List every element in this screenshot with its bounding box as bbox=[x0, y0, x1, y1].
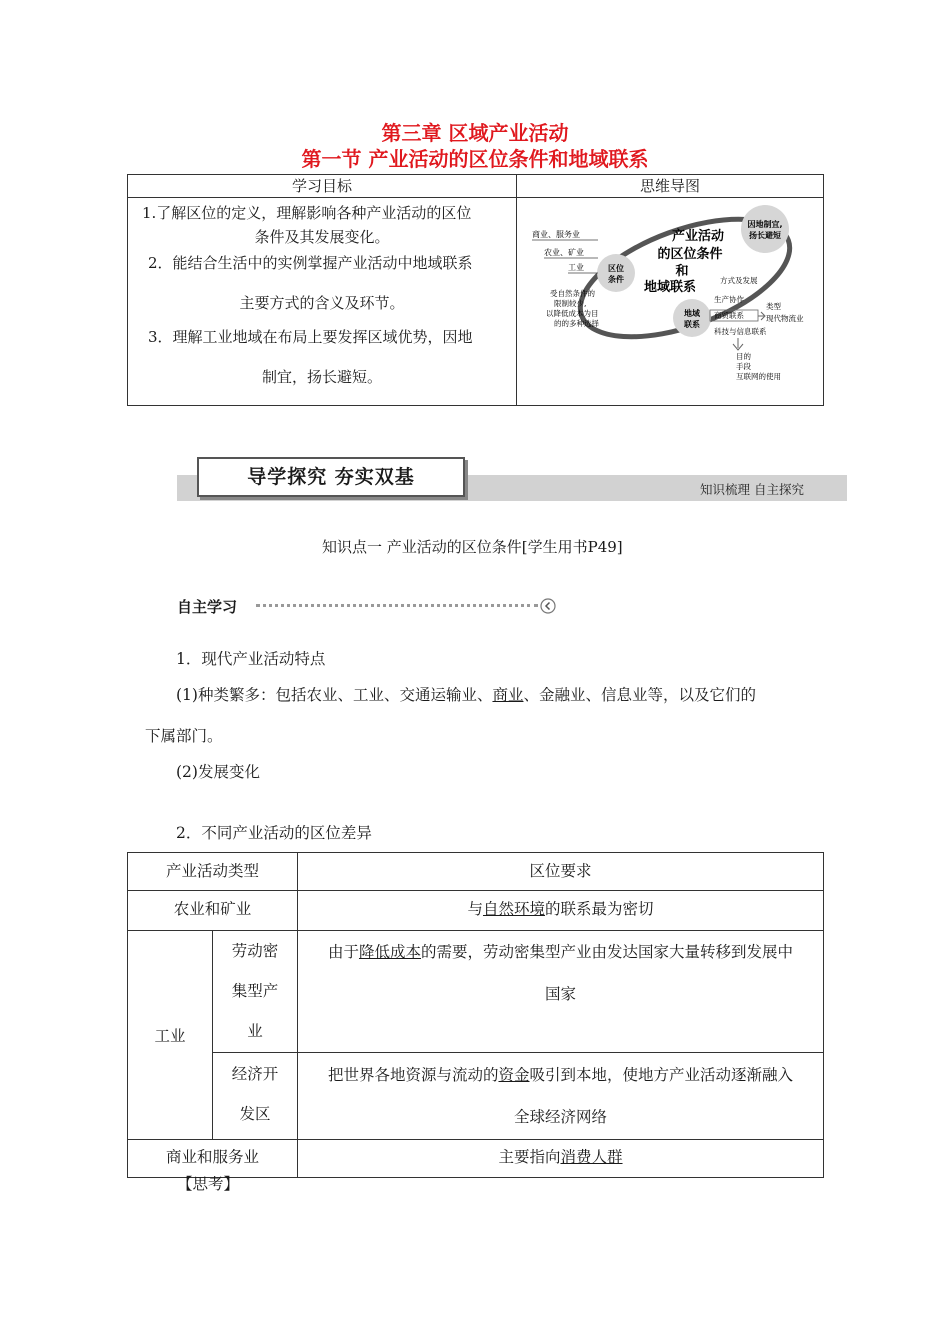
table-cell bbox=[298, 891, 824, 931]
self-study-heading: 自主学习 bbox=[177, 598, 238, 616]
mindmap-label: 联系 bbox=[684, 320, 700, 329]
cell-line: 业 bbox=[247, 1022, 263, 1040]
text-span: 的需要，劳动密集型产业由发达国家大量转移到发展中 bbox=[421, 943, 794, 961]
mindmap-center-text: 地域联系 bbox=[643, 280, 697, 295]
cell-line: 经济开 bbox=[231, 1065, 279, 1083]
banner-title: 导学探究 夯实双基 bbox=[197, 457, 465, 497]
mindmap-center-text: 的区位条件 bbox=[657, 247, 723, 262]
underlined-answer: 自然环境 bbox=[482, 900, 545, 918]
underlined-answer: 降低成本 bbox=[358, 943, 421, 961]
text-span: 主要指向 bbox=[498, 1148, 561, 1166]
goals-cell bbox=[128, 198, 517, 406]
item-1-1 bbox=[176, 683, 756, 705]
arrow-icon bbox=[758, 312, 765, 320]
item-2: 2．不同产业活动的区位差异 bbox=[176, 824, 372, 842]
col-header-mindmap: 思维导图 bbox=[517, 175, 824, 198]
banner-subtitle: 知识梳理 自主探究 bbox=[700, 482, 804, 497]
goal-line: 2．能结合生活中的实例掌握产业活动中地域联系 bbox=[148, 254, 473, 272]
cell-line: 集型产 bbox=[231, 982, 279, 1000]
mindmap-label: 类型 bbox=[766, 302, 781, 311]
section-title: 第一节 产业活动的区位条件和地域联系 bbox=[301, 147, 649, 171]
mindmap-label: 科技与信息联系 bbox=[714, 327, 767, 336]
mindmap-label: 的的多种选择 bbox=[554, 319, 599, 328]
dotted-divider bbox=[256, 604, 538, 607]
goal-line: 1.了解区位的定义，理解影响各种产业活动的区位 bbox=[142, 204, 472, 222]
location-diff-table bbox=[127, 852, 824, 1178]
text-span: 的联系最为密切 bbox=[545, 900, 654, 918]
underlined-answer: 消费人群 bbox=[560, 1148, 623, 1166]
mindmap-node-linkage bbox=[673, 299, 711, 337]
goal-line: 条件及其发展变化。 bbox=[254, 228, 390, 246]
mindmap-label: 条件 bbox=[608, 275, 624, 284]
table-cell bbox=[213, 1053, 298, 1140]
text-span: 把世界各地资源与流动的 bbox=[327, 1066, 499, 1084]
mindmap-node-location bbox=[597, 254, 635, 292]
mindmap-label: 地域 bbox=[684, 309, 700, 318]
underlined-answer: 商业 bbox=[492, 686, 524, 704]
mindmap-label: 扬长避短 bbox=[749, 231, 781, 240]
mindmap-label: 生产协作 bbox=[714, 295, 744, 304]
chevron-left-icon bbox=[539, 597, 557, 615]
table-cell bbox=[298, 1053, 824, 1140]
mindmap-label: 因地制宜, bbox=[747, 220, 783, 229]
think-label: 【思考】 bbox=[177, 1175, 240, 1193]
mindmap-label: 区位 bbox=[608, 264, 624, 273]
item-1: 1．现代产业活动特点 bbox=[176, 650, 326, 668]
mindmap-center-text: 产业活动 bbox=[671, 229, 725, 244]
col-header-goals: 学习目标 bbox=[128, 175, 517, 198]
goal-line: 制宜，扬长避短。 bbox=[261, 368, 382, 386]
mindmap-label: 现代物流业 bbox=[766, 314, 804, 323]
cell-line bbox=[299, 931, 822, 973]
goal-line: 主要方式的含义及环节。 bbox=[239, 294, 405, 312]
table-cell: 农业和矿业 bbox=[128, 891, 298, 931]
cell-line: 发区 bbox=[239, 1105, 271, 1123]
mindmap-label: 手段 bbox=[736, 362, 751, 371]
mindmap-diagram bbox=[520, 198, 820, 393]
cell-line: 国家 bbox=[544, 985, 576, 1003]
mindmap-label: 农业、矿业 bbox=[544, 248, 584, 257]
mindmap-label: 方式及发展 bbox=[720, 276, 758, 285]
goal-line: 3．理解工业地域在布局上要发挥区域优势，因地 bbox=[148, 328, 473, 346]
mindmap-center-text: 和 bbox=[675, 264, 689, 279]
item-1-1-cont: 下属部门。 bbox=[145, 727, 223, 745]
mindmap-node-topright bbox=[741, 205, 789, 253]
cell-line: 全球经济网络 bbox=[513, 1108, 607, 1126]
mindmap-label: 以降低成本为目 bbox=[546, 309, 599, 318]
chapter-title: 第三章 区域产业活动 bbox=[381, 121, 569, 145]
mindmap-label: 限制较少, bbox=[554, 299, 587, 308]
table-cell: 工业 bbox=[128, 931, 213, 1140]
cell-line: 劳动密 bbox=[231, 942, 279, 960]
text-span: (1)种类繁多：包括农业、工业、交通运输业、 bbox=[176, 686, 493, 704]
underlined-answer: 资金 bbox=[498, 1066, 530, 1084]
table-cell bbox=[298, 931, 824, 1053]
table-cell bbox=[298, 1140, 824, 1178]
mindmap-label: 受自然条件的 bbox=[550, 289, 595, 298]
mindmap-label: 工业 bbox=[568, 263, 584, 272]
text-span: 由于 bbox=[327, 943, 359, 961]
cell-line bbox=[299, 1054, 822, 1096]
item-1-2: (2)发展变化 bbox=[176, 763, 260, 781]
mindmap-label: 商业、服务业 bbox=[532, 230, 580, 239]
table-header: 产业活动类型 bbox=[128, 853, 298, 891]
arrow-icon bbox=[733, 338, 743, 350]
mindmap-label: 目的 bbox=[736, 352, 751, 361]
mindmap-label: 互联网的使用 bbox=[736, 372, 781, 381]
text-span: 、金融业、信息业等，以及它们的 bbox=[523, 686, 756, 704]
table-cell: 商业和服务业 bbox=[128, 1140, 298, 1178]
text-span: 吸引到本地，使地方产业活动逐渐融入 bbox=[529, 1066, 794, 1084]
knowledge-point-title: 知识点一 产业活动的区位条件[学生用书P49] bbox=[322, 538, 623, 556]
text-span: 与 bbox=[467, 900, 483, 918]
table-cell bbox=[213, 931, 298, 1053]
table-header: 区位要求 bbox=[298, 853, 824, 891]
mindmap-label: 商贸联系 bbox=[714, 311, 744, 320]
